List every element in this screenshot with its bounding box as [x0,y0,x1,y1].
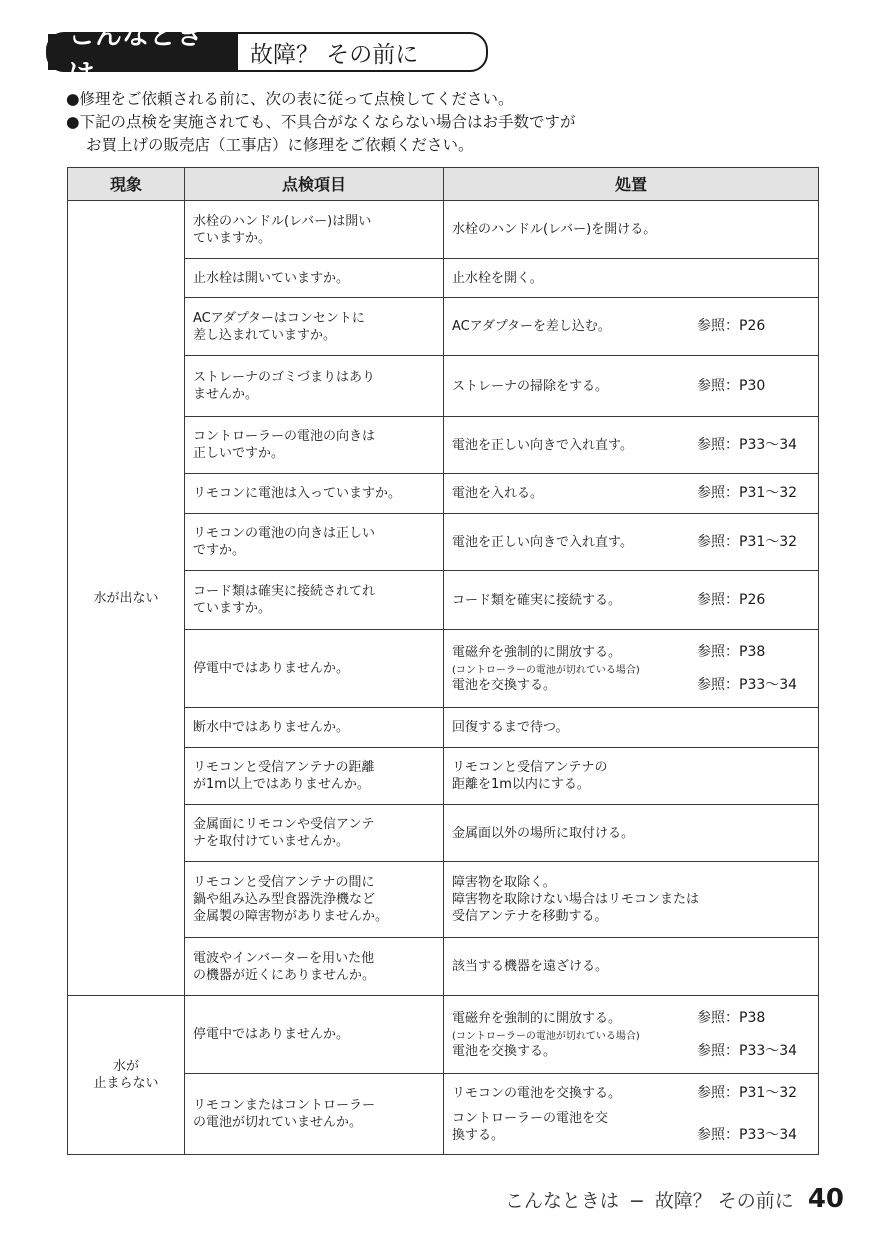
action-text: 電池を正しい向きで入れ直す。 [452,437,633,453]
check-cell [185,201,444,259]
header-label: こんなときは [48,34,238,70]
check-cell [185,938,444,996]
action-line [452,1085,810,1102]
action-line [452,592,810,609]
check-text: 断水中ではありませんか。 [193,720,350,735]
action-text: 電池を入れる。 [452,486,544,501]
header-symptom: 現象 [68,168,185,201]
check-cell [185,630,444,708]
header-action: 処置 [444,168,819,201]
action-line [452,270,810,287]
header-title: 故障？ その前に [250,41,419,68]
action-text: リモコンの電池を交換する。 [452,1085,622,1101]
page-number: 40 [807,1184,844,1214]
action-line-2 [452,1110,810,1144]
action-cell [444,938,819,996]
action-line [452,958,810,975]
footer-dash: − [628,1190,645,1212]
reference-label-2: 参照：P33〜34 [697,1126,798,1143]
action-text: 金属面以外の場所に取付ける。 [452,825,635,841]
reference-label: 参照：P26 [697,318,766,334]
action-cell [444,805,819,862]
action-line [452,759,810,793]
action-cell [444,417,819,474]
reference-label: 参照：P31〜32 [697,1084,798,1101]
table-row [68,996,819,1074]
check-cell [185,514,444,571]
check-text: リモコンに電池は入っていますか。 [193,486,402,501]
table-row [68,201,819,259]
action-line [452,825,810,842]
action-line-2 [452,1043,810,1060]
check-text: ストレーナのゴミづまりはあり ませんか。 [193,370,376,402]
footer-section: こんなときは [504,1190,619,1212]
reference-label: 参照：P33〜34 [697,436,798,453]
action-line [452,874,810,925]
check-text: コード類は確実に接続されてれ ていますか。 [193,584,376,616]
action-text: 該当する機器を遠ざける。 [452,959,609,974]
action-line [452,644,810,661]
footer-title: 故障？ その前に [654,1190,794,1212]
action-cell [444,514,819,571]
check-cell [185,708,444,748]
reference-label: 参照：P31〜32 [697,533,798,550]
check-text: 停電中ではありませんか。 [193,661,350,676]
action-cell [444,862,819,938]
action-cell [444,748,819,805]
action-cell [444,996,819,1074]
symptom-label: 水が出ない [93,590,159,606]
action-text: 止水栓を開く。 [452,270,543,286]
check-text: 金属面にリモコンや受信アンテ ナを取付けていませんか。 [193,817,375,849]
check-cell [185,1074,444,1155]
action-cell [444,571,819,630]
intro-line-3: お買上げの販売店（工事店）に修理をご依頼ください。 [86,136,474,154]
action-text-2: コントローラーの電池を交 換する。 [452,1110,609,1143]
action-line [452,534,810,551]
check-text: リモコンと受信アンテナの間に 鍋や組み込み型食器洗浄機など 金属製の障害物がありませんか。 [193,875,389,924]
action-text: ACアダプターを差し込む。 [452,319,611,334]
action-text: 電磁弁を強制的に開放する。 [452,644,622,660]
check-text: 停電中ではありませんか。 [193,1027,350,1042]
action-text: 回復するまで待つ。 [452,720,569,735]
check-text: ACアダプターはコンセントに 差し込まれていますか。 [193,310,365,343]
reference-label: 参照：P38 [697,1009,766,1026]
action-text: 電池を正しい向きで入れ直す。 [452,534,633,550]
action-line [452,437,810,454]
action-text-2: 電池を交換する。 [452,677,557,693]
action-text: コード類を確実に接続する。 [452,592,622,608]
action-cell [444,1074,819,1155]
reference-label: 参照：P30 [697,377,766,394]
action-text: リモコンと受信アンテナの 距離を1m以内にする。 [452,760,608,792]
check-cell [185,474,444,514]
check-cell [185,298,444,356]
check-text: リモコンの電池の向きは正しい ですか。 [193,526,376,558]
action-cell [444,630,819,708]
action-line [452,719,810,736]
action-line [452,1010,810,1027]
intro-text [66,88,576,157]
check-text: 電波やインバーターを用いた他 の機器が近くにありませんか。 [193,950,376,983]
troubleshooting-table [67,167,819,1155]
intro-line-2: ●下記の点検を実施されても、不具合がなくならない場合はお手数ですが [66,113,576,131]
check-text: リモコンまたはコントローラー の電池が切れていませんか。 [193,1098,376,1130]
intro-line-1: ●修理をご依頼される前に、次の表に従って点検してください。 [66,90,514,108]
check-text: リモコンと受信アンテナの距離 が1m以上ではありませんか。 [193,760,375,792]
action-line [452,318,810,335]
reference-label: 参照：P38 [697,643,766,660]
symptom-cell [68,201,185,996]
action-cell [444,298,819,356]
page-footer [505,1184,844,1214]
action-line [452,485,810,502]
action-line-2 [452,677,810,694]
action-text: 電磁弁を強制的に開放する。 [452,1010,622,1026]
check-cell [185,748,444,805]
symptom-cell [68,996,185,1155]
action-note: (コントローラーの電池が切れている場合) [452,664,640,676]
reference-label-2: 参照：P33〜34 [697,676,798,693]
action-note: (コントローラーの電池が切れている場合) [452,1030,640,1042]
action-line [452,221,810,238]
reference-label: 参照：P26 [697,591,766,608]
action-text: 障害物を取除く。 障害物を取除けない場合はリモコンまたは 受信アンテナを移動する。 [452,875,700,924]
check-cell [185,259,444,298]
check-text: 止水栓は開いていますか。 [193,270,350,286]
symptom-label: 水が 止まらない [93,1059,159,1091]
header-check: 点検項目 [185,168,444,201]
action-text-2: 電池を交換する。 [452,1043,557,1059]
check-cell [185,571,444,630]
check-cell [185,996,444,1074]
reference-label: 参照：P31〜32 [697,485,798,501]
check-cell [185,862,444,938]
action-cell [444,708,819,748]
action-cell [444,259,819,298]
check-cell [185,805,444,862]
section-header [46,20,488,90]
action-cell [444,356,819,417]
table-header-row [68,168,819,201]
action-text: ストレーナの掃除をする。 [452,378,609,394]
reference-label-2: 参照：P33〜34 [697,1042,798,1059]
check-text: 水栓のハンドル(レバー)は開い ていますか。 [193,213,372,246]
action-line [452,378,810,395]
action-cell [444,474,819,514]
check-cell [185,356,444,417]
action-text: 水栓のハンドル(レバー)を開ける。 [452,222,657,237]
check-cell [185,417,444,474]
check-text: コントローラーの電池の向きは 正しいですか。 [193,429,376,461]
action-cell [444,201,819,259]
